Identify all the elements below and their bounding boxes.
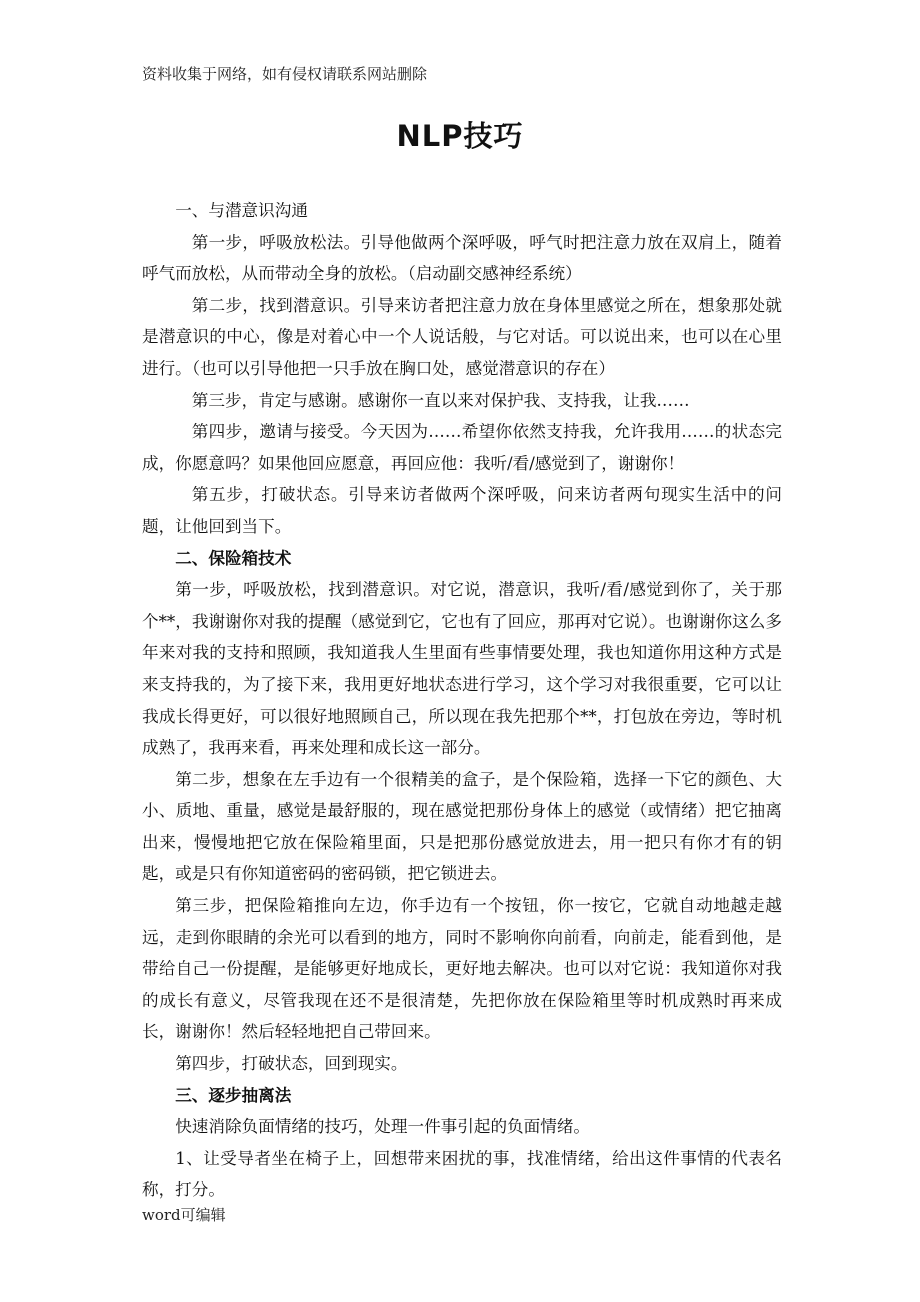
section-heading-2: 二、保险箱技术 [175,547,292,568]
footer-note: word可编辑 [142,1206,226,1224]
paragraph-s1-step1: 第一步，呼吸放松法。引导他做两个深呼吸，呼气时把注意力放在双肩上，随着呼气而放松，从而带动全身的放松。（启动副交感神经系统） [142,232,782,284]
paragraph-s1-step3: 第三步，肯定与感谢。感谢你一直以来对保护我、支持我，让我…… [191,390,690,410]
document-body [142,195,782,1206]
paragraph-s2-step3: 第三步，把保险箱推向左边，你手边有一个按钮，你一按它，它就自动地越走越远，走到你眼睛的余光可以看到的地方，同时不影响你向前看，向前走，能看到他，是带给自己一份提醒，是能够更好地成长，更好地去解决。也可以对它说：我知道你对我的成长有意义，尽管我现在还不是很清楚，先把你放在保险箱里等时机成熟时再来成长，谢谢你！然后轻轻地把自己带回来。 [142,896,782,1042]
section-heading-1: 一、与潜意识沟通 [175,201,308,220]
paragraph-s1-step5: 第五步，打破状态。引导来访者做两个深呼吸，问来访者两句现实生活中的问题，让他回到当下。 [142,485,782,536]
header-note: 资料收集于网络，如有侵权请联系网站删除 [142,65,428,83]
paragraph-s2-step4: 第四步，打破状态，回到现实。 [175,1054,408,1074]
paragraph-s2-step1: 第一步，呼吸放松，找到潜意识。对它说，潜意识，我听/看/感觉到你了，关于那个**，我谢谢你对我的提醒（感觉到它，它也有了回应，那再对它说）。也谢谢你这么多年来对我的支持和照顾，我知道我人生里面有些事情要处理，我也知道你用这种方式是来支持我的，为了接下来，我用更好地状态进行学习，这个学习对我很重要，它可以让我成长得更好，可以很好地照顾自己，所以现在我先把那个**，打包放在旁边，等时机成熟了，我再来看，再来处理和成长这一部分。 [142,580,782,758]
paragraph-s3-item1: 1、让受导者坐在椅子上，回想带来困扰的事，找准情绪，给出这件事情的代表名称，打分。 [142,1148,782,1200]
paragraph-s2-step2: 第二步，想象在左手边有一个很精美的盒子，是个保险箱，选择一下它的颜色、大小、质地、重量，感觉是最舒服的，现在感觉把那份身体上的感觉（或情绪）把它抽离出来，慢慢地把它放在保险箱里面，只是把那份感觉放进去，用一把只有你才有的钥匙，或是只有你知道密码的密码锁，把它锁进去。 [142,769,782,884]
paragraph-s3-intro: 快速消除负面情绪的技巧，处理一件事引起的负面情绪。 [175,1117,591,1137]
paragraph-s1-step4: 第四步，邀请与接受。今天因为……希望你依然支持我，允许我用……的状态完成，你愿意吗？如果他回应愿意，再回应他：我听/看/感觉到了，谢谢你！ [142,422,782,473]
section-heading-3: 三、逐步抽离法 [175,1084,292,1105]
paragraph-s1-step2: 第二步，找到潜意识。引导来访者把注意力放在身体里感觉之所在，想象那处就是潜意识的中心，像是对着心中一个人说话般，与它对话。可以说出来，也可以在心里进行。（也可以引导他把一只手放在胸口处，感觉潜意识的存在） [142,295,782,378]
document-title: NLP技巧 [396,119,524,153]
